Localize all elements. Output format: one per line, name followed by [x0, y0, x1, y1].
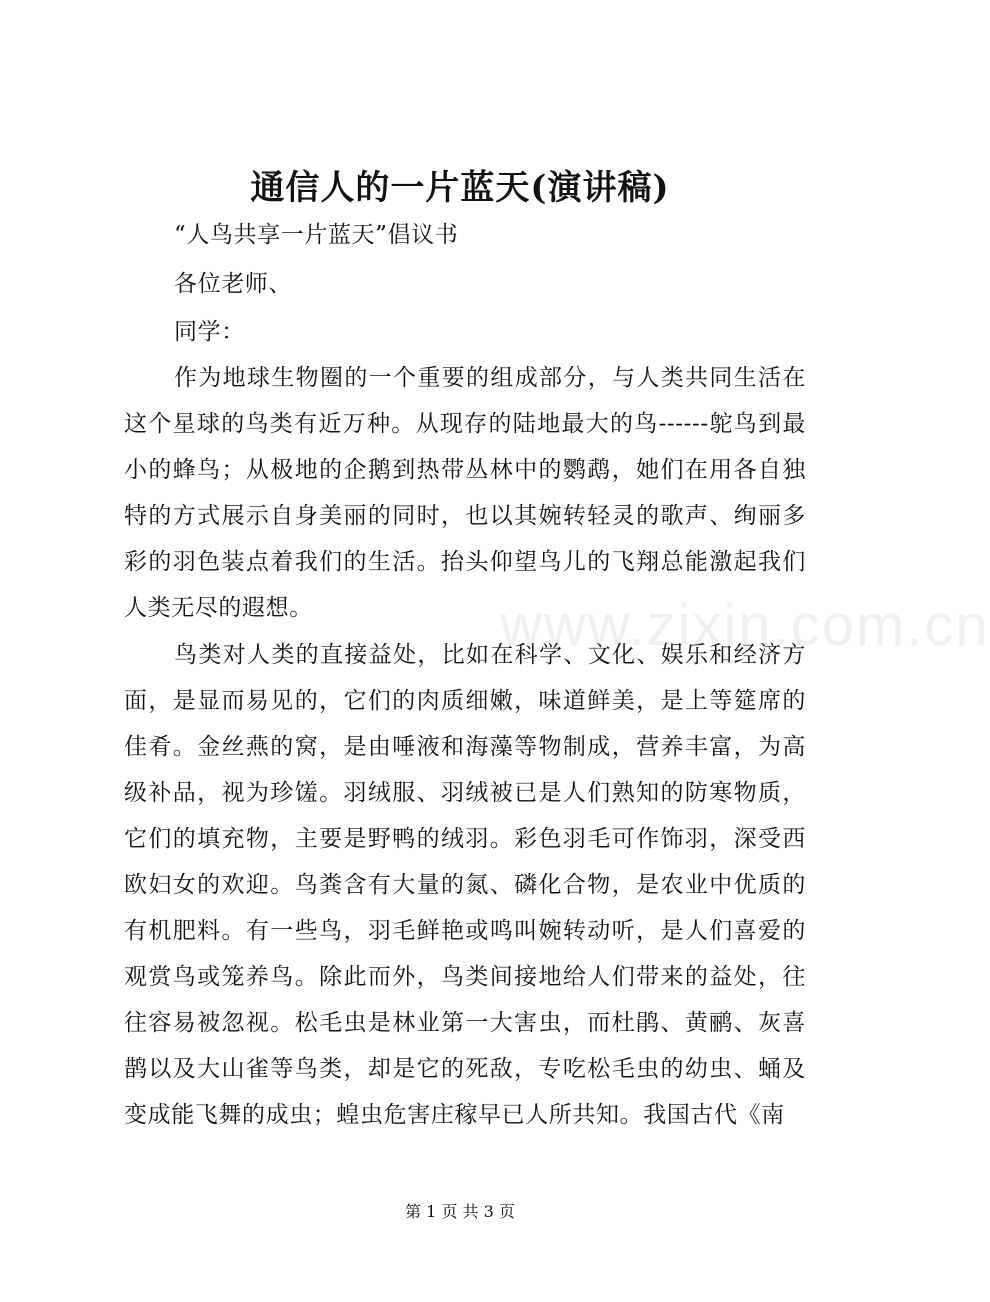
- salutation-teachers: 各位老师、: [174, 271, 292, 297]
- salutation-students: 同学：: [174, 319, 245, 345]
- watermark-text: www.zixin.com.cn: [500, 593, 990, 658]
- document-title: 通信人的一片蓝天(演讲稿): [250, 168, 670, 208]
- page-footer: 第 1 页 共 3 页: [405, 1202, 515, 1221]
- paragraph-2: 鸟类对人类的直接益处，比如在科学、文化、娱乐和经济方面，是显而易见的，它们的肉质细嫩，味道鲜美，是上等筵席的佳肴。金丝燕的窝，是由唾液和海藻等物制成，营养丰富，为高级补品，视为珍馐。羽绒服、羽绒被已是人们熟知的防寒物质，它们的填充物，主要是野鸭的绒羽。彩色羽毛可作饰羽，深受西欧妇女的欢迎。鸟粪含有大量的氮、磷化合物，是农业中优质的有机肥料。有一些鸟，羽毛鲜艳或鸣叫婉转动听，是人们喜爱的观赏鸟或笼养鸟。除此而外，鸟类间接地给人们带来的益处，往往容易被忽视。松毛虫是林业第一大害虫，而杜鹃、黄鹂、灰喜鹊以及大山雀等鸟类，却是它的死敌，专吃松毛虫的幼虫、蛹及变成能飞舞的成虫；蝗虫危害庄稼早已人所共知。我国古代《南: [124, 642, 806, 1128]
- paragraph-1: 作为地球生物圈的一个重要的组成部分，与人类共同生活在这个星球的鸟类有近万种。从现存的陆地最大的鸟------鸵鸟到最小的蜂鸟；从极地的企鹅到热带丛林中的鹦鹉，她们在用各自独特的方式展示自身美丽的同时，也以其婉转轻灵的歌声、绚丽多彩的羽色装点着我们的生活。抬头仰望鸟儿的飞翔总能激起我们人类无尽的遐想。: [124, 365, 806, 621]
- heading-line: “人鸟共享一片蓝天”倡议书: [174, 222, 459, 248]
